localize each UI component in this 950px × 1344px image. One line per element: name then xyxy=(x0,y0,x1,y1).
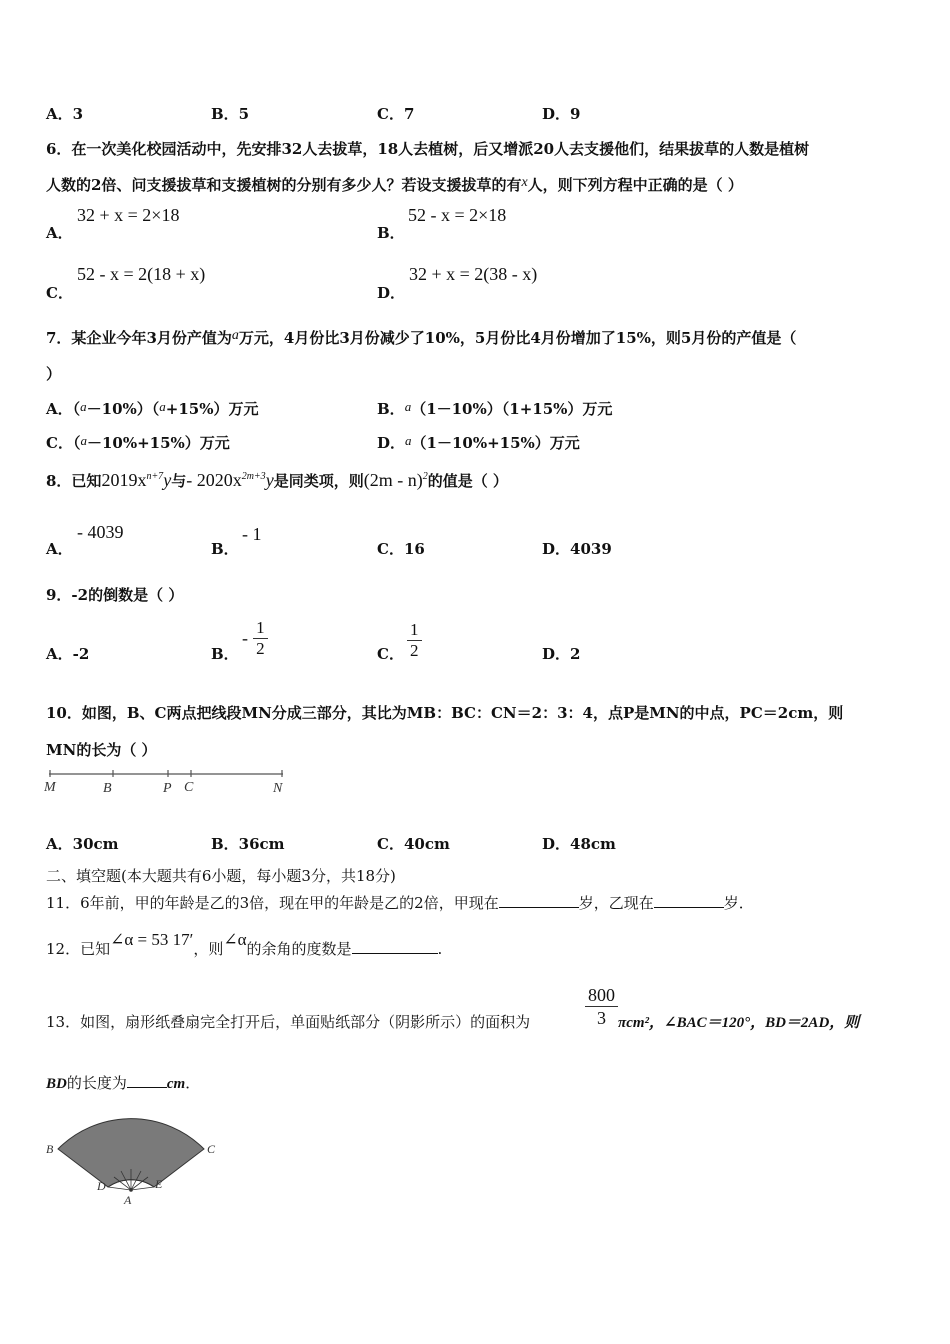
q9-option-c-value xyxy=(407,620,422,661)
segment-mn-figure xyxy=(44,766,294,798)
q5-option-b: B．5 xyxy=(211,105,250,123)
q7-var: a xyxy=(80,399,87,414)
q8-term2-y: y xyxy=(265,470,274,490)
q9-b-fraction xyxy=(253,618,268,659)
q7-var: a xyxy=(80,433,87,448)
q13-end: ． xyxy=(185,1074,201,1092)
label-c: C xyxy=(184,780,194,795)
q13-stem-line1 xyxy=(46,1011,530,1032)
q8-option-d: D．4039 xyxy=(542,540,612,558)
q7-option-a-label: A．（ xyxy=(46,400,81,418)
q8-stem-pre: 8．已知 xyxy=(46,472,102,490)
q13-stem-rest xyxy=(618,1011,859,1032)
q7-option-a xyxy=(46,398,258,419)
q7-option-c-label: C．（ xyxy=(46,434,81,452)
q6-option-a-label: A． xyxy=(46,224,73,242)
q9-option-b-value xyxy=(242,618,268,659)
q8-term1-exp: n+7 xyxy=(146,471,164,482)
q7-option-d-label: D． xyxy=(377,434,406,452)
q9-option-a: A．-2 xyxy=(46,645,90,663)
q12-angle-expression: ∠α = 53 17′ xyxy=(110,930,194,949)
q9-b-denominator: 2 xyxy=(256,639,265,658)
q9-c-numerator: 1 xyxy=(407,620,422,641)
q8-stem-post: 是同类项，则 xyxy=(273,472,364,490)
q9-c-fraction xyxy=(407,620,422,661)
q13-area-fraction xyxy=(585,984,618,1029)
q7-option-c-rest: －10%+15%）万元 xyxy=(86,434,230,452)
q10-option-a: A．30cm xyxy=(46,835,119,853)
q7-option-a-end: +15%）万元 xyxy=(165,400,259,418)
q13-text: 的长度为 xyxy=(66,1074,127,1092)
q13-blank[interactable] xyxy=(127,1073,167,1088)
q5-option-a: A．3 xyxy=(46,105,84,123)
q13-unit: πcm² xyxy=(618,1015,650,1031)
q7-var: a xyxy=(405,433,412,448)
q11-text-post: 岁． xyxy=(723,894,754,912)
q7-option-b xyxy=(377,398,612,419)
q12-text-mid: ，则 xyxy=(193,940,224,958)
label-n: N xyxy=(273,781,283,796)
q10-stem-line1: 10．如图，B、C两点把线段MN分成三部分，其比为MB：BC：CN＝2：3：4，点P是MN的中点，PC＝2cm，则 xyxy=(46,704,844,722)
q13-unit-cm: cm xyxy=(166,1076,186,1092)
q11-stem xyxy=(46,892,754,913)
q7-stem-line1 xyxy=(46,327,796,348)
q5-option-d: D．9 xyxy=(542,105,581,123)
q8-stem xyxy=(46,470,508,491)
label-a: A xyxy=(124,1193,132,1207)
q11-text-mid: 岁，乙现在 xyxy=(578,894,654,912)
label-c: C xyxy=(207,1142,216,1156)
q8-stem-end: 的值是（ ） xyxy=(427,472,508,490)
q8-term2-exp: 2m+3 xyxy=(241,471,266,482)
q13-text-pre: 13．如图，扇形纸叠扇完全打开后，单面贴纸部分（阴影所示）的面积为 xyxy=(46,1013,531,1031)
q7-option-c xyxy=(46,432,230,453)
q6-option-d-expr: 32 + x = 2(38 - x) xyxy=(409,264,538,284)
q8-term2 xyxy=(186,470,273,490)
q12-text-end: . xyxy=(437,940,443,958)
q6-option-b-label: B． xyxy=(377,224,405,242)
q13-fraction xyxy=(585,984,618,1029)
q7-variable: a xyxy=(231,328,239,343)
q12-text-post: 的余角的度数是 xyxy=(246,940,352,958)
q6-option-a-expr: 32 + x = 2×18 xyxy=(77,205,180,225)
point-a xyxy=(129,1188,133,1192)
q8-expr: (2m - n) xyxy=(363,470,423,490)
q7-stem-line2: ） xyxy=(46,365,62,383)
q9-b-sign: - xyxy=(242,628,248,648)
q9-option-b-label: B． xyxy=(211,645,239,663)
q8-term1-coef: 2019x xyxy=(101,470,147,490)
label-m: M xyxy=(44,780,56,795)
label-b: B xyxy=(46,1142,54,1156)
q12-blank[interactable] xyxy=(352,939,438,954)
q8-term1 xyxy=(101,470,171,490)
q11-blank-yi[interactable] xyxy=(654,893,724,908)
q13-condition: ，∠BAC＝120°，BD＝2AD，则 xyxy=(649,1015,860,1031)
q12-text-pre: 12．已知 xyxy=(46,940,111,958)
q7-stem-text: 7．某企业今年3月份产值为 xyxy=(46,329,232,347)
q7-var: a xyxy=(404,399,412,414)
q6-stem-text-end: 人，则下列方程中正确的是（ ） xyxy=(527,176,743,194)
q8-stem-mid: 与 xyxy=(171,472,187,490)
q10-option-c: C．40cm xyxy=(377,835,450,853)
q8-term1-y: y xyxy=(163,470,172,490)
q6-option-c-label: C． xyxy=(46,284,73,302)
q7-option-d xyxy=(377,432,580,453)
q6-option-c-expr: 52 - x = 2(18 + x) xyxy=(77,264,206,284)
q10-stem-line2: MN的长为（ ） xyxy=(46,741,157,759)
q8-option-a-value: - 4039 xyxy=(77,522,124,542)
q6-stem-text: 人数的2倍、问支援拔草和支援植树的分别有多少人？若设支援拔草的有 xyxy=(46,176,522,194)
q8-expr-exp: 2 xyxy=(422,471,428,482)
section-2-heading: 二、填空题(本大题共有6小题，每小题3分，共18分) xyxy=(46,867,396,885)
q9-c-denominator: 2 xyxy=(410,641,419,660)
q9-option-d: D．2 xyxy=(542,645,581,663)
q10-option-d: D．48cm xyxy=(542,835,616,853)
q13-bd: BD xyxy=(46,1076,67,1092)
q8-option-b-value: - 1 xyxy=(242,524,262,544)
q8-term2-coef: - 2020x xyxy=(186,470,242,490)
q13-numerator: 800 xyxy=(585,984,618,1007)
q9-stem: 9．-2的倒数是（ ） xyxy=(46,586,184,604)
label-e: E xyxy=(155,1177,163,1191)
q6-option-d-label: D． xyxy=(377,284,406,302)
q7-option-a-mid: －10%）（ xyxy=(86,400,160,418)
q7-option-b-rest: （1－10%）（1+15%）万元 xyxy=(411,400,613,418)
q6-stem-line2 xyxy=(46,174,743,195)
q10-option-b: B．36cm xyxy=(211,835,285,853)
q8-option-a-label: A． xyxy=(46,540,73,558)
q7-option-b-label: B． xyxy=(377,400,405,418)
q13-stem-line2 xyxy=(46,1072,200,1093)
q6-option-b-expr: 52 - x = 2×18 xyxy=(408,205,507,225)
q8-option-c: C．16 xyxy=(377,540,425,558)
q8-option-b-label: B． xyxy=(211,540,239,558)
q5-option-c: C．7 xyxy=(377,105,415,123)
q7-option-d-rest: （1－10%+15%）万元 xyxy=(411,434,580,452)
q12-angle: ∠α xyxy=(223,930,247,949)
q13-denominator: 3 xyxy=(597,1008,606,1028)
q7-var: a xyxy=(159,399,166,414)
q11-blank-jia[interactable] xyxy=(499,893,579,908)
q6-variable: x xyxy=(521,175,528,190)
q12-stem xyxy=(46,930,443,959)
q7-stem-text-end: 万元，4月份比3月份减少了10%，5月份比4月份增加了15%，则5月份的产值是（ xyxy=(238,329,797,347)
label-d: D xyxy=(97,1179,106,1193)
q8-expression xyxy=(364,470,428,490)
label-b: B xyxy=(103,781,112,796)
q9-option-c-label: C． xyxy=(377,645,404,663)
label-p: P xyxy=(163,781,172,796)
q11-text-pre: 11．6年前，甲的年龄是乙的3倍，现在甲的年龄是乙的2倍，甲现在 xyxy=(46,894,499,912)
q6-stem-line1: 6．在一次美化校园活动中，先安排32人去拔草，18人去植树，后又增派20人去支援他们，结果拔草的人数是植树 xyxy=(46,140,810,158)
q9-b-numerator: 1 xyxy=(253,618,268,639)
fan-figure xyxy=(40,1100,230,1210)
